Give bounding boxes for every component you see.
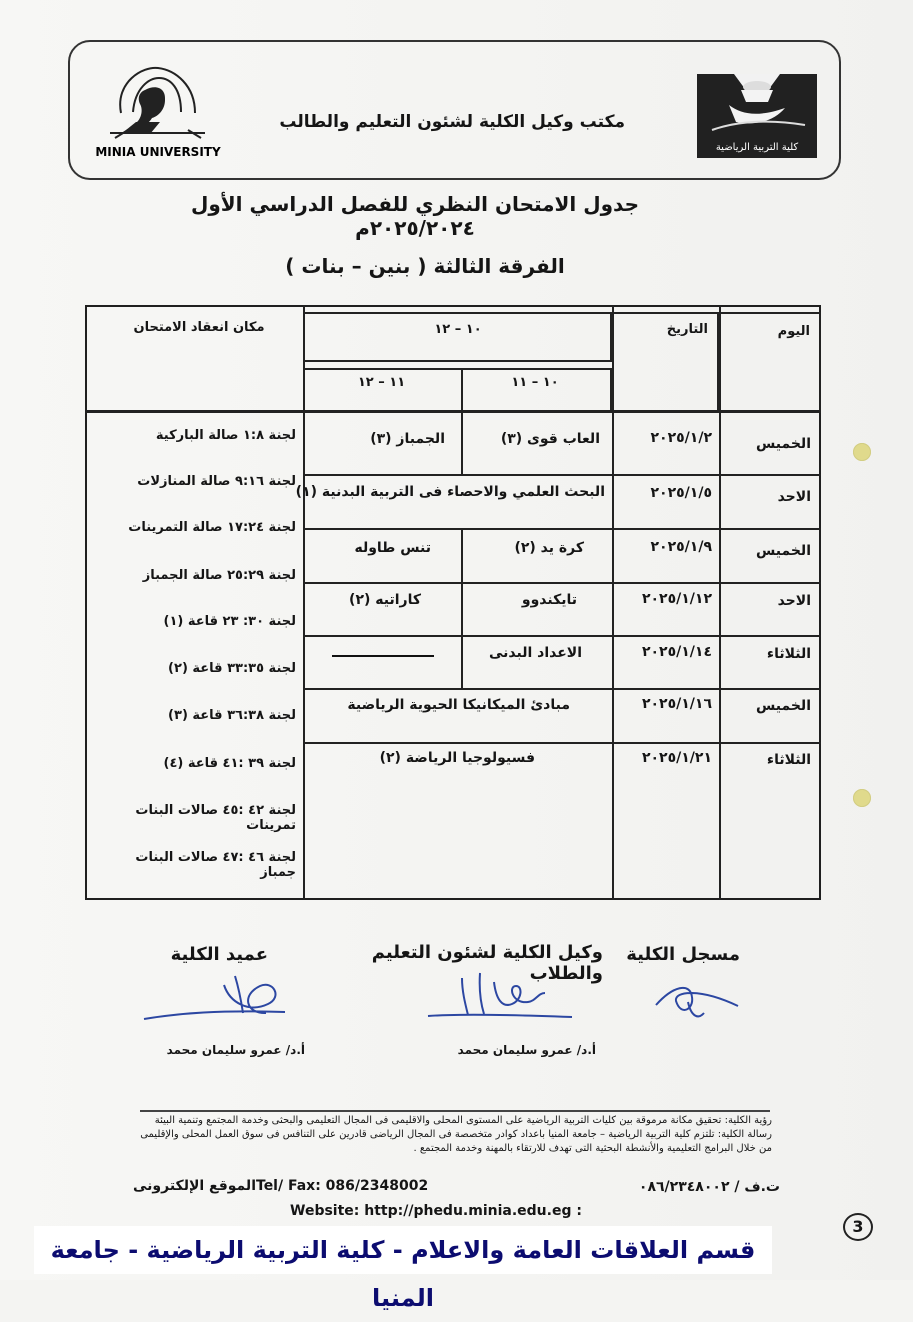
svg-text:MINIA UNIVERSITY: MINIA UNIVERSITY (95, 145, 221, 159)
table-row: ٢٠٢٥/١/٥ (650, 485, 712, 501)
department-banner: قسم العلاقات العامة والاعلام - كلية التربية الرياضية - جامعة المنيا (34, 1226, 772, 1274)
table-row: ٢٠٢٥/١/١٢ (641, 591, 712, 607)
vice-dean-signature-label: وكيل الكلية لشئون التعليم والطلاب (371, 942, 603, 984)
page-number-badge: 3 (843, 1213, 873, 1241)
row-divider (303, 474, 821, 476)
minia-university-logo (93, 58, 223, 164)
table-row: ٢٠٢٥/١/٢١ (641, 750, 712, 766)
row-divider (303, 582, 821, 584)
venue-item: لجنة ٣٦:٣٨ قاعة (٣) (168, 708, 296, 723)
footer-vision-mission (132, 1114, 772, 1156)
table-row: الخميس (755, 543, 811, 559)
footer-divider (140, 1110, 770, 1112)
punch-hole (853, 443, 871, 461)
table-row: ٢٠٢٥/١/١٤ (641, 644, 712, 660)
mission-text: رسالة الكلية: تلتزم كلية التربية الرياضية – جامعة المنيا باعداد كوادر متخصصة فى المجال الرياضى قادرين على التنافس فى سوق العمل المحلى والإقليمى من خلال البرامج التعليمية والأنشطة البحثية التى تهدف للارتقاء بالمهنة وخدمة المجتمع . (140, 1129, 772, 1154)
dean-signature-label: عميد الكلية (170, 944, 268, 965)
date-header: التاريخ (666, 322, 708, 337)
table-row: كرة يد (٢) (514, 540, 584, 556)
punch-hole (853, 789, 871, 807)
table-row: الاحد (777, 489, 811, 505)
table-row: ٢٠٢٥/١/٢ (650, 430, 712, 446)
table-row: كاراتيه (٢) (349, 592, 421, 608)
table-row: العاب قوى (٣) (500, 431, 600, 447)
table-row: الاعداد البدنى (488, 645, 582, 661)
registrar-signature (648, 968, 744, 1026)
table-row: تايكندوو (521, 592, 577, 608)
table-row: مبادئ الميكانيكا الحيوية الرياضية (347, 697, 570, 713)
venue-item: لجنة ٣٠: ٢٣ قاعة (١) (163, 614, 296, 629)
time-slot-1-header: ١٠ – ١١ (511, 375, 559, 390)
year-subtitle: الفرقة الثالثة ( بنين – بنات ) (285, 254, 565, 278)
table-row: الجمباز (٣) (370, 431, 445, 447)
dean-signature (142, 970, 300, 1030)
venue-item: لجنة ٣٩ :٤١ قاعة (٤) (163, 756, 296, 771)
website-link[interactable]: Website: http://phedu.minia.edu.eg : (290, 1203, 582, 1219)
subject-divider (461, 528, 463, 688)
time-slot-2-header: ١١ – ١٢ (357, 375, 406, 390)
table-row: الخميس (755, 698, 811, 714)
table-row: الثلاثاء (766, 752, 811, 768)
vice-dean-signature (424, 964, 574, 1034)
row-divider (303, 528, 821, 530)
tel-fax: Tel/ Fax: 086/2348002 (256, 1178, 429, 1194)
venue-item: لجنة ٣٣:٣٥ قاعة (٢) (168, 661, 296, 676)
venue-item: لجنة ١٧:٢٤ صالة التمرينات (128, 520, 296, 535)
venue-item: لجنة ٤٦ :٤٧ صالات البنات جمباز (135, 850, 296, 880)
svg-text:كلية التربية الرياضية: كلية التربية الرياضية (715, 142, 799, 153)
table-row: الخميس (755, 436, 811, 452)
empty-slot-dash (332, 655, 434, 657)
time-header: ١٠ – ١٢ (434, 322, 482, 337)
vice-dean-name: أ.د/ عمرو سليمان محمد (457, 1043, 596, 1057)
venue-item: لجنة ٢٥:٢٩ صالة الجمباز (142, 568, 296, 583)
row-divider (303, 635, 821, 637)
venue-item: لجنة ٤٢ :٤٥ صالات البنات تمرينات (135, 803, 296, 833)
office-title: مكتب وكيل الكلية لشئون التعليم والطالب (279, 112, 625, 132)
venue-item: لجنة ١:٨ صالة الباركية (155, 428, 296, 443)
schedule-title: جدول الامتحان النظري للفصل الدراسي الأول ٢٠٢٥/٢٠٢٤م (191, 192, 639, 240)
faculty-logo (694, 66, 820, 160)
time-split-divider (461, 368, 463, 413)
website-label: الموقع الإلكترونى (133, 1178, 256, 1194)
table-row: الثلاثاء (766, 646, 811, 662)
time-header-box (303, 312, 612, 362)
subject-divider (461, 413, 463, 474)
arabic-phone: ت.ف / ٠٨٦/٢٣٤٨٠٠٢ (638, 1179, 780, 1195)
table-row: الاحد (777, 593, 811, 609)
table-row: فسيولوجيا الرياضة (٢) (379, 750, 535, 766)
row-divider (303, 688, 821, 690)
table-row: ٢٠٢٥/١/١٦ (641, 696, 712, 712)
table-row: تنس طاوله (354, 540, 431, 556)
table-row: ٢٠٢٥/١/٩ (650, 539, 712, 555)
row-divider (303, 742, 821, 744)
dean-name: أ.د/ عمرو سليمان محمد (166, 1043, 305, 1057)
venue-item: لجنة ٩:١٦ صالة المنازلات (137, 474, 296, 489)
day-header: اليوم (777, 324, 810, 339)
registrar-signature-label: مسجل الكلية (626, 944, 740, 965)
table-row: البحث العلمي والاحصاء فى التربية البدنية (١) (295, 484, 605, 500)
vision-text: رؤية الكلية: تحقيق مكانة مرموقة بين كليات التربية الرياضية على المستوى المحلى والاقليمى فى المجال التعليمى والبحثى وخدمة المجتمع وتنمية البيئة (154, 1115, 772, 1126)
venue-header: مكان انعقاد الامتحان (133, 320, 265, 335)
